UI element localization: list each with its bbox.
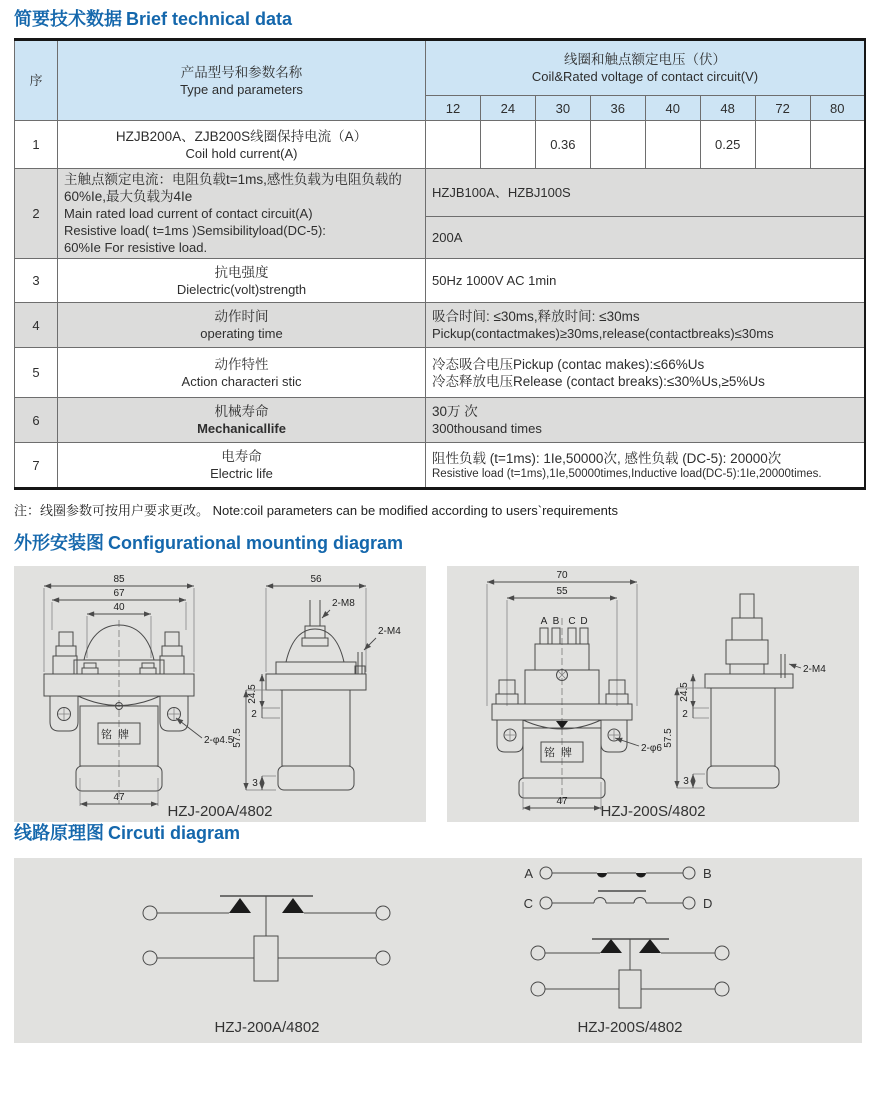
front-view-hzj-200a [44,574,234,806]
row-param-zh: 主触点额定电流：电阻负载t=1ms,感性负载为电阻负载的60%Ie,最大负载为4Ie [64,172,402,204]
hole-callout-label: 2-φ4.5 [204,735,234,746]
row-param-zh: 动作时间 [214,309,269,324]
row-param [58,259,426,303]
row-param [58,303,426,348]
table-row [15,259,866,303]
mounting-diagram-hzj-200a [14,566,426,822]
row1-value-cell [590,121,645,169]
coil-symbol [254,936,278,981]
section-title-mounting-zh: 外形安装图 [14,533,104,553]
voltage-col: 36 [590,96,645,121]
row3-value: 50Hz 1000V AC 1min [426,259,866,303]
circuit-label-hzj-200s: HZJ-200S/4802 [577,1019,683,1036]
aux-contact-icon [636,873,646,878]
row4-value [426,303,866,348]
voltage-header-cell [426,40,866,96]
dim-label: 57.5 [663,728,674,748]
row4-value-zh: 吸合时间: ≤30ms,释放时间: ≤30ms [432,309,640,324]
dim-label: 2 [682,709,688,720]
bolt-callout-label: 2-M4 [378,626,401,637]
terminal-label-d: D [703,896,713,911]
voltage-col: 72 [755,96,810,121]
pin-label-c: C [568,616,576,627]
seq-header-cell: 序 [15,40,58,121]
row-param [58,121,426,169]
dim-label: 70 [556,570,568,581]
circuit-diagram-hzj-200a [143,896,390,1036]
diagram-label-hzj-200a: HZJ-200A/4802 [167,803,273,820]
row-param-en: Main rated load current of contact circuit(A) [64,206,313,221]
nameplate-label: 铭牌 [544,747,578,759]
row-param [58,169,426,259]
row-param-en: Action characteri stic [181,373,302,389]
circuit-panel [14,858,862,1043]
dim-label: 67 [113,588,125,599]
side-view-hzj-200a [232,574,401,790]
row1-value-cell [426,121,481,169]
main-contact-icon [282,898,304,913]
row-param-en: Mechanicallife [197,421,286,436]
row-param-en: Resistive load( t=1ms )Semsibilityload(DC-5): [64,223,326,238]
row-seq: 4 [15,303,58,348]
table-row [15,169,866,217]
coil-symbol [619,970,641,1008]
aux-contact-icon [634,898,646,904]
row-seq: 2 [15,169,58,259]
section-title-mounting-en: Configurational mounting diagram [108,533,403,553]
row-param-zh: HZJB200A、ZJB200S线圈保持电流（A） [115,128,368,144]
params-header-cell [58,40,426,121]
row-param [58,348,426,398]
row-param-zh: 抗电强度 [214,264,269,280]
row-param-en: Dielectric(volt)strength [176,281,307,297]
circuit-diagram-hzj-200s [524,866,729,1036]
section-title-brief-zh: 简要技术数据 [14,9,122,29]
row5-value [426,348,866,398]
note-text: 注：线圈参数可按用户要求更改。 Note:coil parameters can be modified according to users`requirements [14,503,618,518]
voltage-col: 80 [810,96,865,121]
circuit-diagrams [14,858,862,1043]
dim-label: 24.5 [679,682,690,702]
row-param-zh: 动作特性 [214,356,269,372]
hole-callout-label: 2-φ6 [641,743,662,754]
row1-value-cell: 0.36 [535,121,590,169]
spec-table [14,38,866,490]
table-row [15,398,866,443]
row1-value-cell [645,121,700,169]
row6-value-en: 300thousand times [432,421,542,436]
section-title-brief-data [14,8,866,30]
row7-value-en: Resistive load (t=1ms),1Ie,50000times,Inductive load(DC-5):1Ie,20000times. [432,467,822,480]
row-seq: 5 [15,348,58,398]
table-header-row [15,40,866,96]
row5-value-line2: 冷态释放电压Release (contact breaks):≤30%Us,≥5%Us [432,373,765,389]
mounting-diagrams [14,566,866,822]
diagram-label-hzj-200s: HZJ-200S/4802 [600,803,706,820]
mounting-diagram-hzj-200s [447,566,859,822]
dim-label: 55 [556,586,568,597]
section-title-circuit-zh: 线路原理图 [14,823,104,843]
params-header-zh: 产品型号和参数名称 [180,64,303,80]
table-row [15,443,866,489]
row-seq: 6 [15,398,58,443]
nameplate-label: 铭牌 [101,729,135,741]
terminal-label-b: B [703,866,712,881]
row-seq: 7 [15,443,58,489]
mounting-panel-hzj-200a [14,566,426,822]
dim-label: 47 [556,796,568,807]
params-header-en: Type and parameters [180,81,303,97]
row-param-en: Electric life [210,466,273,481]
row-param-en: Coil hold current(A) [185,145,298,161]
section-title-circuit [14,822,866,844]
row-seq: 3 [15,259,58,303]
row-param [58,398,426,443]
pin-label-b: B [552,616,560,627]
row7-value [426,443,866,489]
row1-value-cell [810,121,865,169]
dim-label: 47 [113,792,125,803]
main-contact-icon [639,939,661,953]
row1-value-cell [480,121,535,169]
bolt-callout-label: 2-M4 [803,664,826,675]
row6-value [426,398,866,443]
section-title-circuit-en: Circuti diagram [108,823,241,843]
aux-contact-icon [594,898,606,904]
dim-label: 24.5 [247,684,258,704]
row4-value-en: Pickup(contactmakes)≥30ms,release(contactbreaks)≤30ms [432,326,774,341]
row-seq: 1 [15,121,58,169]
voltage-col: 24 [480,96,535,121]
table-row [15,348,866,398]
row-param-en: operating time [200,326,283,341]
row5-value-line1: 冷态吸合电压Pickup (contac makes):≤66%Us [432,356,705,372]
row2-value-a: HZJB100A、HZBJ100S [426,169,866,217]
bolt-callout-label: 2-M8 [332,598,355,609]
table-row [15,121,866,169]
terminal-label-a: A [524,866,533,881]
dim-label: 57.5 [232,728,243,748]
front-view-hzj-200s [487,570,662,810]
row2-value-b: 200A [426,217,866,259]
circuit-label-hzj-200a: HZJ-200A/4802 [214,1019,320,1036]
section-title-brief-en: Brief technical data [126,9,293,29]
dim-label: 3 [683,776,689,787]
side-view-hzj-200s [663,594,826,788]
row6-value-zh: 30万 次 [432,404,478,419]
section-title-mounting [14,532,866,554]
row-param-en: 60%Ie For resistive load. [64,240,208,255]
dim-label: 3 [252,778,258,789]
pin-label-d: D [580,616,588,627]
terminal-label-c: C [523,896,533,911]
row-param-zh: 机械寿命 [214,404,269,419]
row-param [58,443,426,489]
row1-value-cell [755,121,810,169]
dim-label: 40 [113,602,125,613]
dim-label: 56 [310,574,322,585]
dim-label: 85 [113,574,125,585]
main-contact-icon [229,898,251,913]
table-row [15,303,866,348]
row-param-zh: 电寿命 [221,449,262,464]
mounting-panel-hzj-200s [447,566,859,822]
dim-label: 2 [251,709,257,720]
main-contact-icon [600,939,622,953]
row7-value-zh: 阻性负载 (t=1ms): 1Ie,50000次, 感性负载 (DC-5): 20000次 [432,450,782,466]
pin-label-a: A [540,616,548,627]
row1-value-cell: 0.25 [700,121,755,169]
voltage-col: 30 [535,96,590,121]
voltage-col: 12 [426,96,481,121]
voltage-col: 48 [700,96,755,121]
voltage-col: 40 [645,96,700,121]
voltage-header-en: Coil&Rated voltage of contact circuit(V) [531,69,759,84]
voltage-header-zh: 线圈和触点额定电压（伏） [564,52,726,67]
aux-contact-icon [597,873,607,878]
